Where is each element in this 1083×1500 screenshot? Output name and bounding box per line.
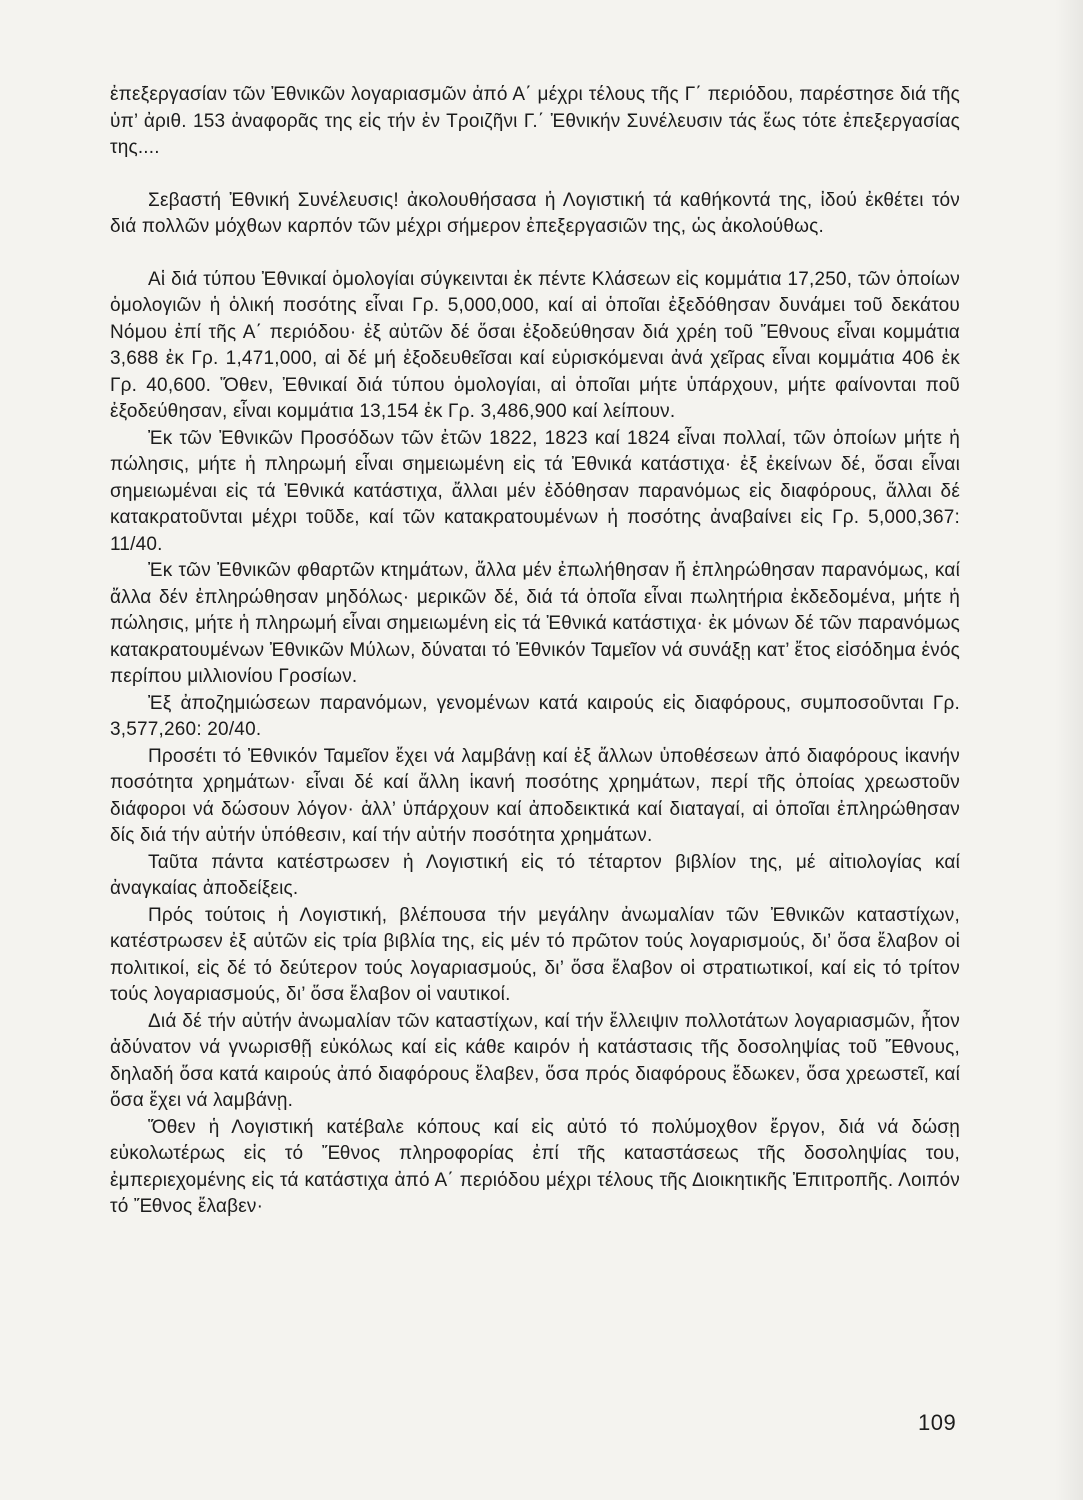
page-number: 109 xyxy=(918,1410,957,1435)
paragraph-7: Προσέτι τό Ἐθνικόν Ταμεῖον ἔχει νά λαμβάνῃ καί ἐξ ἄλλων ὑποθέσεων ἀπό διαφόρους ἱκανήν ποσότητα χρημάτων· εἶναι δέ καί ἄλλη ἱκανή ποσότης χρημάτων, περί τῆς ὁποίας χρεωστοῦν διάφοροι νά δώσουν λόγον· ἀλλ’ ὑπάρχουν καί ἀποδεικτικά καί διαταγαί, αἱ ὁποῖαι ἐπληρώθησαν δίς διά τήν αὐτήν ὑπόθεσιν, καί τήν αὐτήν ποσότητα χρημάτων. xyxy=(110,745,960,846)
paragraph-2: Σεβαστή Ἐθνική Συνέλευσις! ἀκολουθήσασα ἡ Λογιστική τά καθήκοντά της, ἰδού ἐκθέτει τόν διά πολλῶν μόχθων καρπόν τῶν μέχρι σήμερον ἐπεξεργασιῶν της, ὡς ἀκολούθως. xyxy=(110,189,960,237)
paragraph-4: Ἐκ τῶν Ἐθνικῶν Προσόδων τῶν ἐτῶν 1822, 1823 καί 1824 εἶναι πολλαί, τῶν ὁποίων μήτε ἡ πώλησις, μήτε ἡ πληρωμή εἶναι σημειωμένη εἰς τά Ἐθνικά κατάστιχα· ἐξ ἐκείνων δέ, ὅσαι εἶναι σημειωμέναι εἰς τά Ἐθνικά κατάστιχα, ἄλλαι μέν ἐδόθησαν παρανόμως εἰς διαφόρους, ἄλλαι δέ κατακρατοῦνται μέχρι τοῦδε, καί τῶν κατακρατουμένων ἡ ποσότης ἀναβαίνει εἰς Γρ. 5,000,367: 11/40. xyxy=(110,427,960,555)
paragraph-9: Πρός τούτοις ἡ Λογιστική, βλέπουσα τήν μεγάλην ἀνωμαλίαν τῶν Ἐθνικῶν καταστίχων, κατέστρωσεν ἐξ αὐτῶν εἰς τρία βιβλία της, εἰς μέν τό πρῶτον τούς λογαρισμούς, δι’ ὅσα ἔλαβον οἱ πολιτικοί, εἰς δέ τό δεύτερον τούς λογαριασμούς, δι’ ὅσα ἔλαβον οἱ στρατιωτικοί, καί εἰς τό τρίτον τούς λογαριασμούς, δι’ ὅσα ἔλαβον οἱ ναυτικοί. xyxy=(110,904,960,1005)
page-edge-shadow xyxy=(1055,0,1083,1500)
paragraph-5: Ἐκ τῶν Ἐθνικῶν φθαρτῶν κτημάτων, ἄλλα μέν ἐπωλήθησαν ἤ ἐπληρώθησαν παρανόμως, καί ἄλλα δέν ἐπληρώθησαν μηδόλως· μερικῶν δέ, διά τά ὁποῖα εἶναι πωλητήρια ἐκδεδομένα, μήτε ἡ πώλησις, μήτε ἡ πληρωμή εἶναι σημειωμένη εἰς τά Ἐθνικά κατάστιχα· ἐκ μόνων δέ τῶν παρανόμως κατακρατουμένων Ἐθνικῶν Μύλων, δύναται τό Ἐθνικόν Ταμεῖον νά συνάξῃ κατ’ ἔτος εἰσόδημα ἑνός περίπου μιλλιονίου Γροσίων. xyxy=(110,560,960,687)
paragraph-8: Ταῦτα πάντα κατέστρωσεν ἡ Λογιστική εἰς τό τέταρτον βιβλίον της, μέ αἰτιολογίας καί ἀναγκαίας ἀποδείξεις. xyxy=(110,851,960,899)
body-text xyxy=(110,82,960,1221)
paragraph-11: Ὅθεν ἡ Λογιστική κατέβαλε κόπους καί εἰς αὐτό τό πολύμοχθον ἔργον, διά νά δώσῃ εὐκολωτέρως εἰς τό Ἔθνος πληροφορίας ἐπί τῆς καταστάσεως τῆς δοσοληψίας του, ἐμπεριεχομένης εἰς τά κατάστιχα ἀπό Α΄ περιόδου μέχρι τέλους τῆς Διοικητικῆς Ἐπιτροπῆς. Λοιπόν τό Ἔθνος ἔλαβεν· xyxy=(110,1116,960,1217)
paragraph-6: Ἐξ ἀποζημιώσεων παρανόμων, γενομένων κατά καιρούς εἰς διαφόρους, συμποσοῦνται Γρ. 3,577,260: 20/40. xyxy=(110,692,960,740)
paragraph-10: Διά δέ τήν αὐτήν ἀνωμαλίαν τῶν καταστίχων, καί τήν ἔλλειψιν πολλοτάτων λογαριασμῶν, ἦτον ἀδύνατον νά γνωρισθῇ εὐκόλως καί εἰς κάθε καιρόν ἡ κατάστασις τῆς δοσοληψίας τοῦ Ἔθνους, δηλαδή ὅσα κατά καιρούς ἀπό διαφόρους ἔλαβεν, ὅσα πρός διαφόρους ἔδωκεν, ὅσα χρεωστεῖ, καί ὅσα ἔχει νά λαμβάνῃ. xyxy=(110,1010,960,1111)
paragraph-1: ἐπεξεργασίαν τῶν Ἐθνικῶν λογαριασμῶν ἀπό Α΄ μέχρι τέλους τῆς Γ΄ περιόδου, παρέστησε διά τῆς ὑπ’ ἀριθ. 153 ἀναφορᾶς της εἰς τήν ἐν Τροιζῆνι Γ.΄ Ἐθνικήν Συνέλευσιν τάς ἕως τότε ἐπεξεργασίας της.... xyxy=(110,84,960,158)
paragraph-3: Αἱ διά τύπου Ἐθνικαί ὁμολογίαι σύγκεινται ἐκ πέντε Κλάσεων εἰς κομμάτια 17,250, τῶν ὁποίων ὁμολογιῶν ἡ ὁλική ποσότης εἶναι Γρ. 5,000,000, καί αἱ ὁποῖαι ἐξεδόθησαν δυνάμει τοῦ δεκάτου Νόμου ἐπί τῆς Α΄ περιόδου· ἐξ αὐτῶν δέ ὅσαι ἐξοδεύθησαν διά χρέη τοῦ Ἔθνους εἶναι κομμάτια 3,688 ἐκ Γρ. 1,471,000, αἱ δέ μή ἐξοδευθεῖσαι καί εὑρισκόμεναι ἀνά χεῖρας εἶναι κομμάτια 406 ἐκ Γρ. 40,600. Ὅθεν, Ἐθνικαί διά τύπου ὁμολογίαι, αἱ ὁποῖαι μήτε ὑπάρχουν, μήτε φαίνονται ποῦ ἐξοδεύθησαν, εἶναι κομμάτια 13,154 ἐκ Γρ. 3,486,900 καί λείπουν. xyxy=(110,268,960,422)
